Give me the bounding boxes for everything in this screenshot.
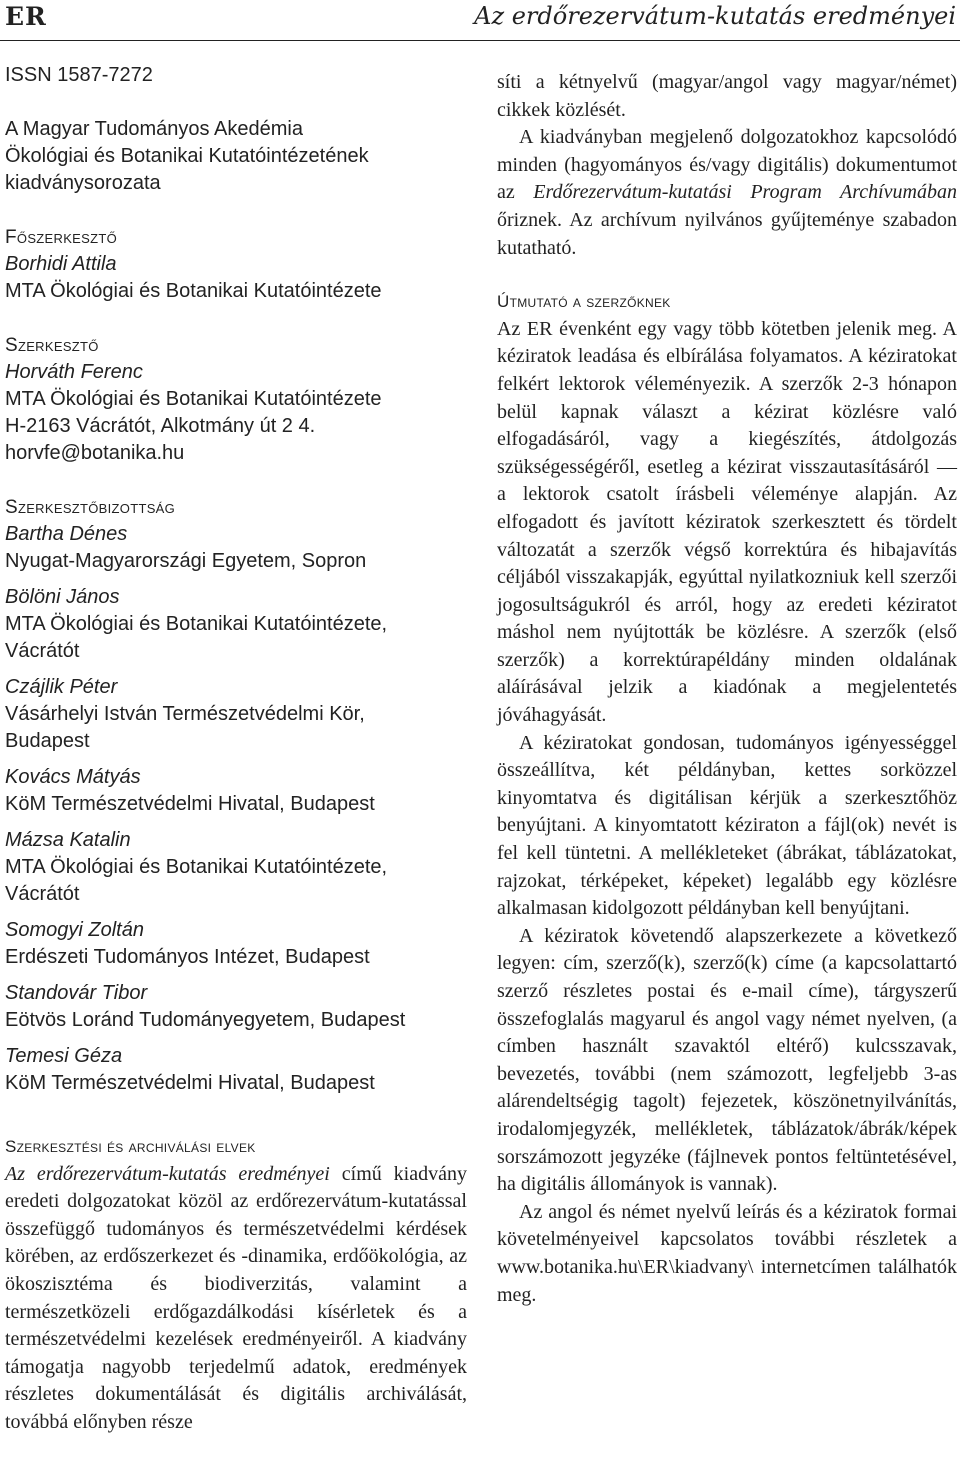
- board-member-affil: Budapest: [5, 730, 90, 752]
- editor-heading: Szerkesztő: [5, 335, 99, 356]
- board-member-name: Standovár Tibor: [5, 982, 148, 1004]
- archive-paragraph: [497, 124, 957, 262]
- archive-text-post: őriznek. Az archívum nyilvános gyűjteménye szabadon kutatható.: [497, 208, 957, 259]
- series-line: kiadványsorozata: [5, 172, 161, 194]
- board-member-affil: Vácrátót: [5, 883, 80, 905]
- chief-editor-heading: Főszerkesztő: [5, 227, 117, 248]
- running-header: [0, 0, 960, 40]
- principles-journal-title: Az erdőrezervátum-kutatás eredményei: [5, 1162, 330, 1185]
- editor-name: Horváth Ferenc: [5, 361, 143, 383]
- board-member-name: Somogyi Zoltán: [5, 919, 144, 941]
- board-member-name: Mázsa Katalin: [5, 829, 131, 851]
- board-member-name: Czájlik Péter: [5, 676, 118, 698]
- guide-paragraph: Az ER évenként egy vagy több kötetben jelenik meg. A kéziratok leadása és elbírálása folyamatos. A kéziratokat felkért lektorok véleményezik. A szerzők 2-3 hónapon belül kapnak választ a kézirat közlésre való elfogadásáról, vagy a kiegészítés, átdolgozás szükségességéről, esetleg a kézirat visszautasításáról — a lektorok csatolt írásbeli véleménye alapján. Az elfogadott és javított kéziratok szerkesztett és tördelt változatát a szerzők végső korrektúra és hibajavítás céljából visszakapják, egyúttal nyilatkozniuk kell szerzői jogosultságukról és arról, hogy az eredeti kéziratot máshol nem nyújtották be közlésre. A szerzők (első szerzők) a korrektúrapéldány minden oldalának aláírásával jelzik a kiadónak a megjelentetés jóváhagyását.: [497, 317, 957, 727]
- guide-paragraph: Az angol és német nyelvű leírás és a kéziratok formai követelményeivel kapcsolatos további részletek a www.botanika.hu\ER\kiadvany\ internetcímen találhatók meg.: [497, 1200, 957, 1306]
- principles-text: című kiadvány eredeti dolgozatokat közöl az erdőrezervátum-kutatással összefüggő tudományos és természetvédelmi kérdések körében, az erdőszerkezet és -dinamika, erdőökológia, az ökoszisztéma és biodiverzitás, valamint a természetközeli erdőgazdálkodási kísérletek és a természetvédelmi kezelések eredményeiről. A kiadvány támogatja nagyobb terjedelmű adatok, eredmények részletes dokumentálását és digitális archiválását, továbbá előnyben része: [5, 1162, 467, 1433]
- series-block: [5, 116, 465, 197]
- guide-heading: Útmutató a szerzőknek: [497, 292, 671, 312]
- right-column: [497, 69, 957, 1309]
- board-member-affil: Vásárhelyi István Természetvédelmi Kör,: [5, 703, 365, 725]
- board-member-affil: Nyugat-Magyarországi Egyetem, Sopron: [5, 550, 367, 572]
- series-line: A Magyar Tudományos Akedémia: [5, 118, 303, 140]
- principles-paragraph: [5, 1161, 467, 1437]
- board-member-affil: MTA Ökológiai és Botanikai Kutatóintézete,: [5, 613, 388, 635]
- journal-abbrev: ER: [5, 2, 47, 31]
- editor-block: [5, 332, 465, 467]
- editor-affil: MTA Ökológiai és Botanikai Kutatóintézete: [5, 388, 382, 410]
- editor-address: H-2163 Vácrátót, Alkotmány út 2 4.: [5, 415, 316, 437]
- issn: ISSN 1587-7272: [5, 64, 153, 86]
- board-block: [5, 494, 465, 1097]
- board-member-affil: MTA Ökológiai és Botanikai Kutatóintézete,: [5, 856, 388, 878]
- principles-heading: Szerkesztési és archiválási elvek: [5, 1137, 256, 1156]
- principles-section: [5, 1133, 467, 1437]
- board-member-name: Kovács Mátyás: [5, 766, 141, 788]
- chief-editor-name: Borhidi Attila: [5, 253, 117, 275]
- series-line: Ökológiai és Botanikai Kutatóintézetének: [5, 145, 369, 167]
- board-member-affil: Vácrátót: [5, 640, 80, 662]
- board-member-affil: Erdészeti Tudományos Intézet, Budapest: [5, 946, 370, 968]
- left-column: [5, 62, 465, 1097]
- guide-paragraph: A kéziratok követendő alapszerkezete a következő legyen: cím, szerző(k), szerző(k) címe (a kapcsolattartó szerző részletes postai és e-mail címe), tárgyszerű összefoglalás magyarul és angol vagy német nyelven, (a címben használt szavaktól eltérő) kulcsszavak, bevezetés, további (nem számozott, legfeljebb 3-as alárendeltségig tagolt) fejezetek, köszönetnyilvánítás, irodalomjegyzék, mellékletek, táblázatok/ábrák/képek sorszámozott jegyzéke (fájlnevek pontos feltüntetésével, ha digitális állományok is vannak).: [497, 924, 957, 1196]
- board-heading: Szerkesztőbizottság: [5, 497, 176, 518]
- editor-email: horvfe@botanika.hu: [5, 442, 185, 464]
- guide-paragraph: A kéziratokat gondosan, tudományos igényességgel összeállítva, két példányban, kettes sorközzel kinyomtatva és digitálisan kérjük a szerkesztőhöz benyújtani. A kinyomtatott kéziraton a fájl(ok) nevét is fel kell tüntetni. A mellékleteket (ábrákat, táblázatokat, rajzokat, térképeket, képeket) legalább egy közlésre alkalmasan kidolgozott példányban kell benyújtani.: [497, 731, 957, 920]
- board-member-affil: KöM Természetvédelmi Hivatal, Budapest: [5, 1072, 375, 1094]
- board-member-affil: Eötvös Loránd Tudományegyetem, Budapest: [5, 1009, 406, 1031]
- continued-paragraph: síti a kétnyelvű (magyar/angol vagy magyar/német) cikkek közlését.: [497, 71, 957, 121]
- header-rule: [0, 40, 960, 41]
- archive-text-pre: A kiadványban megjelenő dolgozatokhoz kapcsolódó minden (hagyományos és/vagy digitális) dokumentumot az: [497, 126, 957, 204]
- board-member-affil: KöM Természetvédelmi Hivatal, Budapest: [5, 793, 375, 815]
- chief-editor-block: [5, 224, 465, 305]
- board-member-name: Bölöni János: [5, 586, 120, 608]
- board-member-name: Bartha Dénes: [5, 523, 128, 545]
- chief-editor-affil: MTA Ökológiai és Botanikai Kutatóintézete: [5, 280, 382, 302]
- board-member-name: Temesi Géza: [5, 1045, 123, 1067]
- archive-program-name: Erdőrezervátum-kutatási Program Archívumában: [533, 181, 957, 204]
- journal-title: Az erdőrezervátum-kutatás eredményei: [474, 2, 956, 30]
